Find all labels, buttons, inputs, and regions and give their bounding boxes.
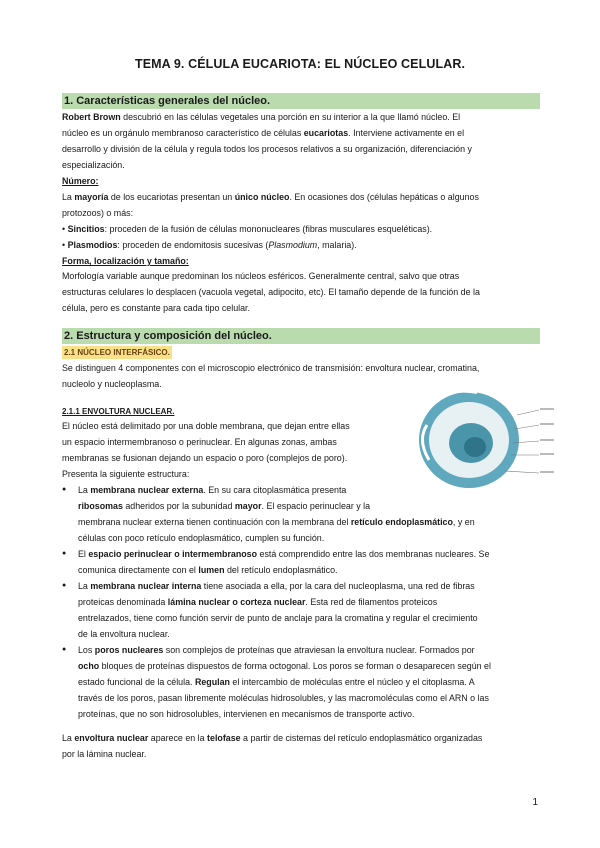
label-line bbox=[505, 471, 539, 473]
nucleolus-core bbox=[464, 437, 486, 457]
list-item: ● La membrana nuclear externa. En su cara citoplasmática presenta ribosomas adheridos por la subunidad mayor. El espacio perinuclear y la membrana nuclear externa tienen continuación con la membrana del retículo endoplasmático, y en células con poco retículo endoplasmático, cumplen su función. bbox=[62, 482, 540, 546]
section-heading-2: 2. Estructura y composición del núcleo. bbox=[62, 328, 540, 344]
list-item: ● El espacio perinuclear o intermembranoso está comprendido entre las dos membranas nucleares. Se comunica directamente con el lumen del retículo endoplasmático. bbox=[62, 546, 540, 578]
label-placeholder bbox=[540, 471, 554, 473]
subsection-envoltura-nuclear: 2.1.1 ENVOLTURA NUCLEAR. bbox=[62, 407, 175, 416]
envoltura-paragraph: El núcleo está delimitado por una doble membrana, que dejan entre ellas un espacio intermembranoso o perinuclear. En algunas zonas, ambas membranas se fusionan dejando un espacio o poro (complejos de poro). Presenta la siguiente estructura: bbox=[62, 421, 350, 479]
label-placeholder bbox=[540, 453, 554, 455]
page-number: 1 bbox=[532, 797, 538, 808]
list-item: ● Los poros nucleares son complejos de proteínas que atraviesan la envoltura nuclear. Formados por ocho bloques de proteínas dispuestos de forma octogonal. Los poros se forman o desaparecen según el estado funcional de la célula. Regulan el intercambio de moléculas entre el núcleo y el citoplasma. A través de los poros, pasan libremente moléculas hidrosolubles, y las macromoléculas como el ARN o las proteínas, que no son hidrosolubles, intervienen en mecanismos de transporte activo. bbox=[62, 642, 540, 722]
page-title: TEMA 9. CÉLULA EUCARIOTA: EL NÚCLEO CELULAR. bbox=[134, 57, 466, 71]
label-line bbox=[515, 425, 539, 429]
numero-label: Número: bbox=[62, 176, 99, 186]
subsection-nucleo-interfasico: 2.1 NÚCLEO INTERFÁSICO. bbox=[64, 348, 170, 357]
envoltura-structure-list bbox=[62, 482, 540, 722]
label-placeholder bbox=[540, 423, 554, 425]
numero-paragraph: La mayoría de los eucariotas presentan un único núcleo. En ocasiones dos (células hepáticas o algunos protozoos) o más: • Sincitios: proceden de la fusión de células mononucleares (fibras musculares esqueléticas). • Plasmodios: proceden de endomitosis sucesivas (Plasmodium, malaria). bbox=[62, 192, 479, 250]
interfasico-paragraph: Se distinguen 4 componentes con el microscopio electrónico de transmisión: envoltura nuclear, cromatina, nucleolo y nucleoplasma. bbox=[62, 363, 480, 389]
closing-paragraph: La envoltura nuclear aparece en la telofase a partir de cisternas del retículo endoplasmático organizadas por la lámina nuclear. bbox=[62, 733, 483, 759]
section-heading-1: 1. Características generales del núcleo. bbox=[62, 93, 540, 109]
label-line bbox=[517, 410, 539, 415]
forma-label: Forma, localización y tamaño: bbox=[62, 256, 189, 266]
label-placeholder bbox=[540, 408, 554, 410]
intro-paragraph: Robert Brown descubrió en las células vegetales una porción en su interior a la que llamó núcleo. El núcleo es un orgánulo membranoso característico de células eucariotas. Interviene activamente en el desarrollo y división de la célula y regula todos los procesos relativos a su organización, diferenciación y especialización. bbox=[62, 112, 472, 170]
forma-paragraph: Morfología variable aunque predominan los núcleos esféricos. Generalmente central, salvo que otras estructuras celulares lo desplacen (vacuola vegetal, adipocito, etc). El tamaño depende de la función de la célula, pero es constante para cada tipo celular. bbox=[62, 271, 480, 313]
nucleus-diagram bbox=[417, 385, 557, 495]
label-placeholder bbox=[540, 439, 554, 441]
nucleus-illustration-icon bbox=[417, 385, 557, 495]
list-item: ● La membrana nuclear interna tiene asociada a ella, por la cara del nucleoplasma, una red de fibras proteicas denominada lámina nuclear o corteza nuclear. Esta red de filamentos proteicos entrelazados, tiene como función servir de punto de anclaje para la cromatina y regular el crecimiento de la envoltura nuclear. bbox=[62, 578, 540, 642]
